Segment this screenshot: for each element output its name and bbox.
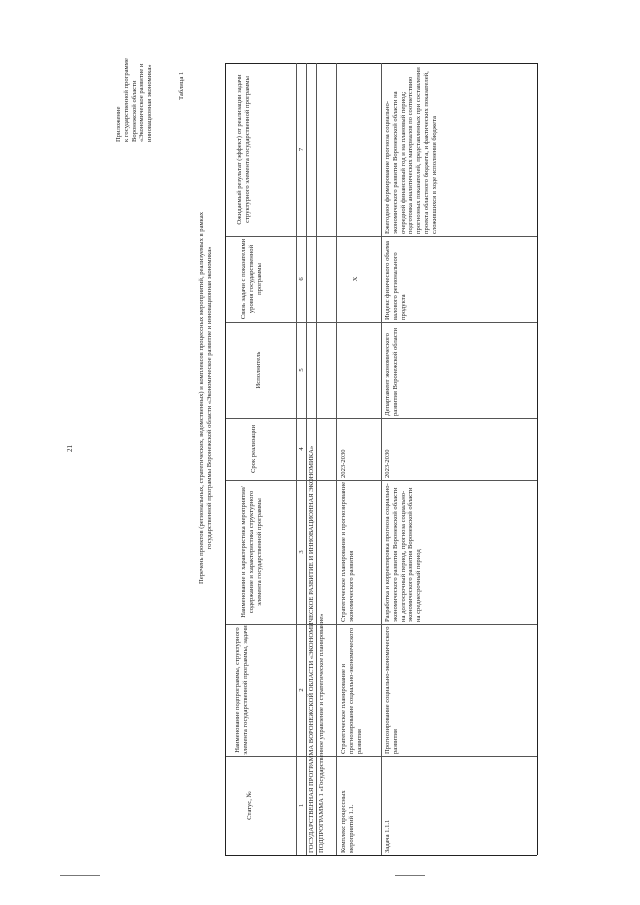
complex-link: X <box>352 276 359 282</box>
appendix-block <box>115 22 154 142</box>
task-result: Ежегодное формирование прогноза социально-экономического развития Воронежской области на очередной финансовый год и на плановый период; подготовка аналитических материалов по соответствию прогнозных показателей, представленных при составлении проекта областного бюджета, и фактических показателей, сложившихся в ходе исполнения бюджета <box>384 67 438 234</box>
scan-mark <box>395 875 425 876</box>
appendix-line: инновационная экономика» <box>146 64 154 142</box>
header-executor: Исполнитель <box>255 351 262 389</box>
header-link: Связь задачи с показателями уровня государственной программы <box>240 238 263 320</box>
subprogram-row: ПОДПРОГРАММА 1 «Государственное управление и стратегическое планирование» <box>318 613 325 853</box>
header-name: Наименование подпрограммы, структурного элемента государственной программы, задачи <box>234 625 249 755</box>
col-number: 2 <box>298 688 305 692</box>
task-characteristic: Разработка и корректировка прогноза социально-экономического развития Воронежской области на долгосрочный период, прогноза социально-экономического развития Воронежской области на среднесрочный период <box>384 483 423 622</box>
task-link: Индекс физического объема валового регионального продукта <box>384 241 407 320</box>
complex-status: Комплекс процессных мероприятий 1.1. <box>340 790 355 853</box>
header-period: Срок реализации <box>250 424 257 474</box>
complex-characteristic: Стратегическое планирование и прогнозирование экономического развития <box>340 482 355 622</box>
header-status: Статус, № <box>246 791 253 820</box>
col-number: 7 <box>298 147 305 152</box>
appendix-line: Приложение <box>115 106 122 142</box>
table-label: Таблица 1 <box>178 71 185 100</box>
col-number: 3 <box>298 550 305 554</box>
header-characteristic: Наименование и характеристика мероприятия/содержание и характеристика структурного элемента государственной программы <box>240 486 263 618</box>
col-number: 5 <box>298 368 305 372</box>
col-number: 4 <box>298 447 305 451</box>
task-status: Задача 1.1.1 <box>384 819 391 853</box>
task-executor: Департамент экономического развития Воронежской области <box>384 327 399 416</box>
page-number: 21 <box>66 445 74 452</box>
scan-mark <box>60 875 100 876</box>
task-name: Прогнозирование социально-экономического развития <box>384 626 399 754</box>
header-result: Ожидаемый результат (эффект) от реализации задачи структурного элемента государственной программы <box>236 74 251 225</box>
program-row: ГОСУДАРСТВЕННАЯ ПРОГРАММА ВОРОНЕЖСКОЙ ОБЛАСТИ «ЭКОНОМИЧЕСКОЕ РАЗВИТИЕ И ИННОВАЦИОННАЯ ЭКОНОМИКА» <box>308 445 315 853</box>
complex-name: Стратегическое планирование и прогнозирование социально-экономического развития <box>340 627 363 754</box>
col-number: 6 <box>298 277 305 281</box>
title-line-2: государственной программы Воронежской области «Экономическое развитие и инновационная экономика» <box>205 246 213 550</box>
appendix-line: Воронежской области <box>130 80 138 142</box>
col-number: 1 <box>298 803 305 808</box>
document-title <box>198 138 214 658</box>
appendix-line: «Экономическое развитие и <box>138 63 146 142</box>
appendix-line: к государственной программе <box>122 58 130 142</box>
task-period: 2023-2030 <box>384 449 391 478</box>
complex-period: 2023-2030 <box>340 449 347 478</box>
title-line-1: Перечень проектов (региональных, стратегических, ведомственных) и комплексов процессных мероприятий, реализуемых в рамках <box>198 212 205 584</box>
